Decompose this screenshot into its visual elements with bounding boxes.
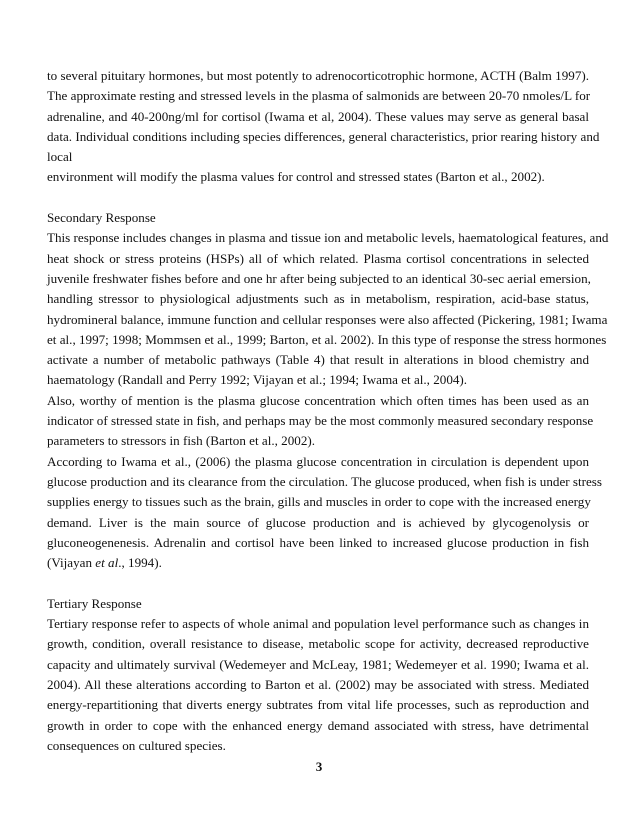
text-line: [47, 553, 589, 573]
text-line: local: [47, 149, 73, 165]
text-line: et al., 1997; 1998; Mommsen et al., 1999; Barton, et al. 2002). In this type of response the stress hormones: [47, 331, 607, 347]
paragraph-spacer: [47, 188, 589, 208]
text-line: Tertiary response refer to aspects of whole animal and population level performance such as changes in: [47, 616, 589, 632]
secondary-paragraph-1: [47, 228, 609, 390]
text-line: consequences on cultured species.: [47, 737, 226, 753]
text-line: According to Iwama et al., (2006) the plasma glucose concentration in circulation is dependent upon: [47, 453, 589, 469]
text-line: juvenile freshwater fishes before and one hr after being subjected to an identical 30-sec aerial emersion,: [47, 270, 591, 286]
text-line: parameters to stressors in fish (Barton et al., 2002).: [47, 433, 315, 449]
citation-text: (Vijayan: [47, 555, 96, 571]
text-line: demand. Liver is the main source of glucose production and is achieved by glycogenolysis or: [47, 514, 589, 530]
text-line: handling stressor to physiological adjustments such as in metabolism, respiration, acid-base status,: [47, 291, 589, 307]
text-line: environment will modify the plasma values for control and stressed states (Barton et al., 2002).: [47, 169, 545, 185]
section-heading: Secondary Response: [47, 210, 156, 226]
secondary-paragraph-2: [47, 391, 594, 452]
document-page: [47, 66, 609, 756]
text-line: haematology (Randall and Perry 1992; Vijayan et al.; 1994; Iwama et al., 2004).: [47, 372, 468, 388]
text-line: hydromineral balance, immune function and cellular responses were also affected (Pickering, 1981; Iwama: [47, 311, 608, 327]
citation-italic: et al: [95, 555, 119, 571]
text-line: heat shock or stress proteins (HSPs) all of which related. Plasma cortisol concentrations in selected: [47, 250, 589, 266]
intro-paragraph: [47, 66, 600, 188]
text-line: gluconeogenenesis. Adrenalin and cortisol have been linked to increased glucose production in fish: [47, 534, 589, 550]
text-line: The approximate resting and stressed levels in the plasma of salmonids are between 20-70 nmoles/L for: [47, 88, 591, 104]
text-line: growth, condition, overall resistance to disease, metabolic scope for activity, decreased reproductive: [47, 636, 589, 652]
text-line: activate a number of metabolic pathways (Table 4) that result in alterations in blood chemistry and: [47, 352, 589, 368]
citation-text: ., 1994).: [118, 555, 162, 571]
secondary-paragraph-3: [47, 452, 602, 574]
text-line: glucose production and its clearance from the circulation. The glucose produced, when fish is under stress: [47, 473, 602, 489]
paragraph-spacer: [47, 573, 589, 593]
text-line: capacity and ultimately survival (Wedemeyer and McLeay, 1981; Wedemeyer et al. 1990; Iwama et al.: [47, 656, 589, 672]
tertiary-response-section: [47, 594, 589, 756]
page-number: 3: [315, 759, 323, 774]
text-line: data. Individual conditions including species differences, general characteristics, prior rearing history and: [47, 128, 600, 144]
secondary-response-section: [47, 208, 609, 573]
text-line: supplies energy to tissues such as the brain, gills and muscles in order to cope with the increased energy: [47, 494, 591, 510]
text-line: Also, worthy of mention is the plasma glucose concentration which often times has been used as an: [47, 392, 589, 408]
section-heading: Tertiary Response: [47, 595, 142, 611]
text-line: This response includes changes in plasma and tissue ion and metabolic levels, haematological features, and: [47, 230, 609, 246]
text-line: to several pituitary hormones, but most potently to adrenocorticotrophic hormone, ACTH (Balm 1997).: [47, 68, 589, 83]
text-line: adrenaline, and 40-200ng/ml for cortisol (Iwama et al, 2004). These values may serve as general basal: [47, 108, 589, 124]
text-line: growth in order to cope with the enhanced energy demand associated with stress, have detrimental: [47, 717, 589, 733]
text-line: energy-repartitioning that diverts energy subtrates from vital life processes, such as reproduction and: [47, 697, 589, 713]
text-line: indicator of stressed state in fish, and perhaps may be the most commonly measured secondary response: [47, 413, 594, 429]
text-line: 2004). All these alterations according to Barton et al. (2002) may be associated with stress. Mediated: [47, 676, 589, 692]
